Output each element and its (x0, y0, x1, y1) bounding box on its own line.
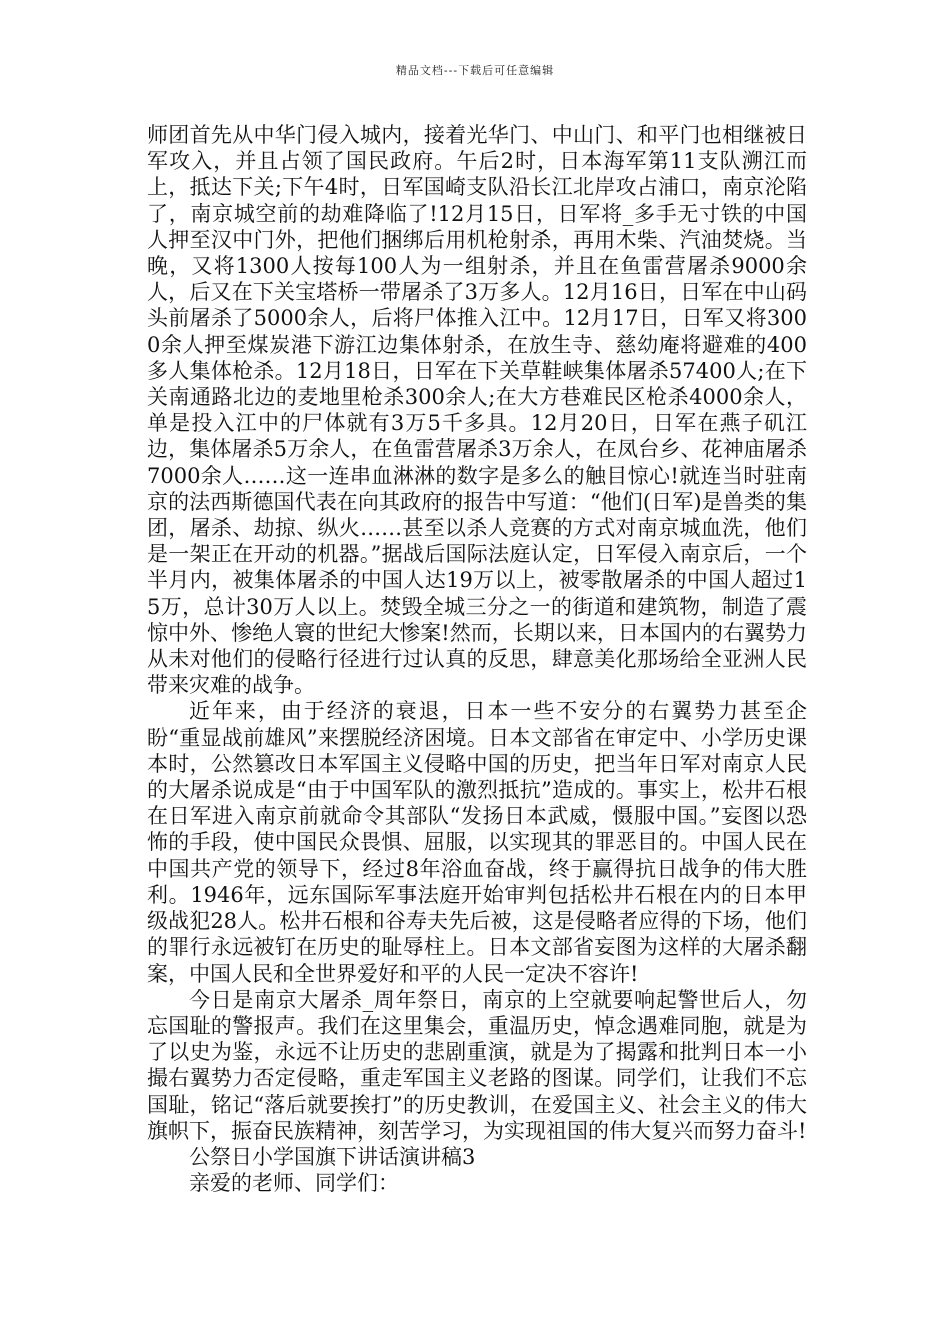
document-body (147, 122, 807, 1196)
paragraph-right-wing: 近年来，由于经济的衰退，日本一些不安分的右翼势力甚至企盼“重显战前雄风”来摆脱经济困境。日本文部省在审定中、小学历史课本时，公然篡改日本军国主义侵略中国的历史，把当年日军对南京人民的大屠杀说成是“由于中国军队的激烈抵抗”造成的。事实上，松井石根在日军进入南京前就命令其部队“发扬日本武威，慑服中国。”妄图以恐怖的手段，使中国民众畏惧、屈服，以实现其的罪恶目的。中国人民在中国共产党的领导下，经过8年浴血奋战，终于赢得抗日战争的伟大胜利。1946年，远东国际军事法庭开始审判包括松井石根在内的日本甲级战犯28人。松井石根和谷寿夫先后被，这是侵略者应得的下场，他们的罪行永远被钉在历史的耻辱柱上。日本文部省妄图为这样的大屠杀翻案，中国人民和全世界爱好和平的人民一定决不容许! (147, 699, 807, 986)
paragraph-memorial-day: 今日是南京大屠杀_周年祭日，南京的上空就要响起警世后人，勿忘国耻的警报声。我们在这里集会，重温历史，悼念遇难同胞，就是为了以史为鉴，永远不让历史的悲剧重演，就是为了揭露和批判日本一小撮右翼势力否定侵略，重走军国主义老路的图谋。同学们，让我们不忘国耻，铭记“落后就要挨打”的历史教训，在爱国主义、社会主义的伟大旗帜下，振奋民族精神，刻苦学习，为实现祖国的伟大复兴而努力奋斗! (147, 987, 807, 1143)
paragraph-massacre-account: 师团首先从中华门侵入城内，接着光华门、中山门、和平门也相继被日军攻入，并且占领了国民政府。午后2时，日本海军第11支队溯江而上，抵达下关;下午4时，日军国崎支队沿长江北岸攻占浦口，南京沦陷了，南京城空前的劫难降临了!12月15日，日军将_多手无寸铁的中国人押至汉中门外，把他们捆绑后用机枪射杀，再用木柴、汽油焚烧。当晚，又将1300人按每100人为一组射杀，并且在鱼雷营屠杀9000余人，后又在下关宝塔桥一带屠杀了3万多人。12月16日，日军在中山码头前屠杀了5000余人，后将尸体推入江中。12月17日，日军又将3000余人押至煤炭港下游江边集体射杀，在放生寺、慈幼庵将避难的400多人集体枪杀。12月18日，日军在下关草鞋峡集体屠杀57400人;在下关南通路北边的麦地里枪杀300余人;在大方巷难民区枪杀4000余人，单是投入江中的尸体就有3万5千多具。12月20日，日军在燕子矶江边，集体屠杀5万余人，在鱼雷营屠杀3万余人，在凤台乡、花神庙屠杀7000余人……这一连串血淋淋的数字是多么的触目惊心!就连当时驻南京的法西斯德国代表在向其政府的报告中写道：“他们(日军)是兽类的集团，屠杀、劫掠、纵火……甚至以杀人竞赛的方式对南京城血洗，他们是一架正在开动的机器。”据战后国际法庭认定，日军侵入南京后，一个半月内，被集体屠杀的中国人达19万以上，被零散屠杀的中国人超过15万，总计30万人以上。焚毁全城三分之一的街道和建筑物，制造了震惊中外、惨绝人寰的世纪大惨案!然而，长期以来，日本国内的右翼势力从未对他们的侵略行径进行过认真的反思，肆意美化那场给全亚洲人民带来灾难的战争。 (147, 123, 807, 698)
page-header: 精品文档---下载后可任意编辑 (395, 64, 555, 77)
speech-greeting: 亲爱的老师、同学们： (189, 1171, 399, 1196)
speech-title: 公祭日小学国旗下讲话演讲稿3 (189, 1144, 476, 1169)
